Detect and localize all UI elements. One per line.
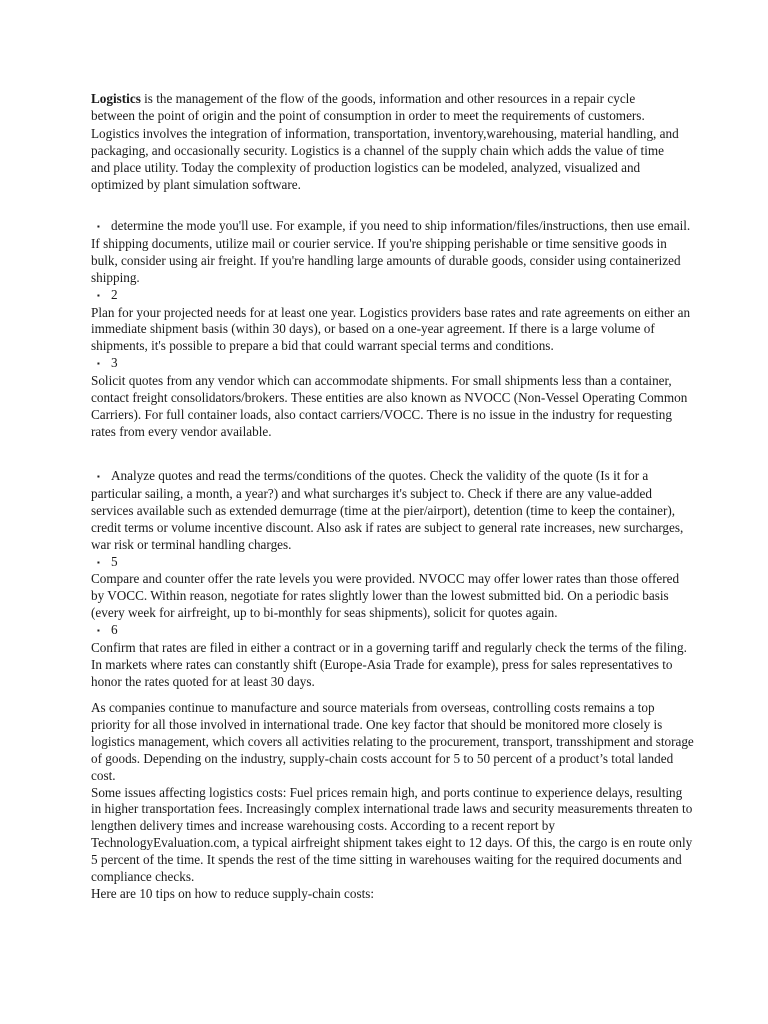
bullet-icon: ▪ — [97, 359, 100, 369]
step-6-marker — [91, 622, 695, 640]
bullet-icon: ▪ — [97, 222, 100, 231]
closing-paragraph-1: As companies continue to manufacture and source materials from overseas, controlling costs remains a top priority for all those involved in international trade. One key factor that should be monitored more closely is logistics management, which covers all activities relating to the procurement, transport, transshipment and storage of goods. Depending on the industry, supply-chain costs account for 5 to 50 percent of a product’s total landed cost. — [91, 700, 694, 783]
steps-block-1 — [91, 218, 695, 441]
step-6-number: 6 — [111, 622, 118, 638]
step-3-number: 3 — [111, 355, 118, 371]
intro-paragraph — [91, 90, 681, 194]
step-2-number: 2 — [111, 286, 118, 302]
bullet-icon: ▪ — [97, 472, 100, 481]
closing-paragraph-3: Here are 10 tips on how to reduce supply-chain costs: — [91, 885, 375, 901]
step-4-text: Analyze quotes and read the terms/conditions of the quotes. Check the validity of the quote (Is it for a particular sailing, a month, a year?) and what surcharges it's subject to. Check if there are any value-added services available such as extended demurrage (time at the pier/airport), detention (time to keep the container), credit terms or volume incentive discount. Also ask if rates are subject to general rate increases, new surcharges, war risk or terminal handling charges. — [91, 468, 684, 552]
step-2-marker — [91, 287, 695, 305]
bullet-icon: ▪ — [97, 557, 100, 567]
step-1-text: determine the mode you'll use. For example, if you need to ship information/files/instructions, then use email. If shipping documents, utilize mail or courier service. If you're shipping perishable or time sensitive goods in bulk, consider using air freight. If you're handling large amounts of durable goods, consider using containerized shipping. — [91, 218, 691, 285]
bullet-icon: ▪ — [97, 290, 100, 300]
closing-section — [91, 700, 695, 903]
step-3-marker — [91, 355, 695, 373]
intro-lead-term: Logistics — [91, 91, 141, 106]
step-6-text: Confirm that rates are filed in either a contract or in a governing tariff and regularly check the terms of the filing. In markets where rates can constantly shift (Europe-Asia Trade for example), press for sales representatives to honor the rates quoted for at least 30 days. — [91, 640, 687, 689]
step-2-text: Plan for your projected needs for at least one year. Logistics providers base rates and rate agreements on either an immediate shipment basis (within 30 days), or based on a one-year agreement. If there is a large volume of shipments, it's possible to prepare a bid that could warrant special terms and conditions. — [91, 304, 691, 354]
step-3-text: Solicit quotes from any vendor which can accommodate shipments. For small shipments less than a container, contact freight consolidators/brokers. These entities are also known as NVOCC (Non-Vessel Operating Common Carriers). For full container loads, also contact carriers/VOCC. There is no issue in the industry for requesting rates from every vendor available. — [91, 373, 688, 439]
bullet-icon: ▪ — [97, 626, 100, 636]
intro-text: is the management of the flow of the goods, information and other resources in a repair cycle between the point of origin and the point of consumption in order to meet the requirements of customers. Logistics involves the integration of information, transportation, inventory,warehousing, material handling, and packaging, and occasionally security. Logistics is a channel of the supply chain which adds the value of time and place utility. Today the complexity of production logistics can be modeled, analyzed, visualized and optimized by plant simulation software. — [91, 91, 679, 193]
step-5-marker — [91, 554, 695, 572]
step-5-number: 5 — [111, 553, 118, 569]
step-4 — [91, 468, 695, 554]
steps-block-2 — [91, 468, 695, 691]
step-5-text: Compare and counter offer the rate levels you were provided. NVOCC may offer lower rates than those offered by VOCC. Within reason, negotiate for rates slightly lower than the lowest submitted bid. On a periodic basis (every week for airfreight, up to bi-monthly for seas shipments), solicit for quotes again. — [91, 571, 680, 621]
step-1 — [91, 218, 695, 287]
closing-paragraph-2: Some issues affecting logistics costs: Fuel prices remain high, and ports continue to experience delays, resulting in higher transportation fees. Increasingly complex international trade laws and security measurements threaten to lengthen delivery times and increase warehousing costs. According to a recent report by TechnologyEvaluation.com, a typical airfreight shipment takes eight to 12 days. Of this, the cargo is en route only 5 percent of the time. It spends the rest of the time sitting in warehouses waiting for the required documents and compliance checks. — [91, 784, 693, 885]
